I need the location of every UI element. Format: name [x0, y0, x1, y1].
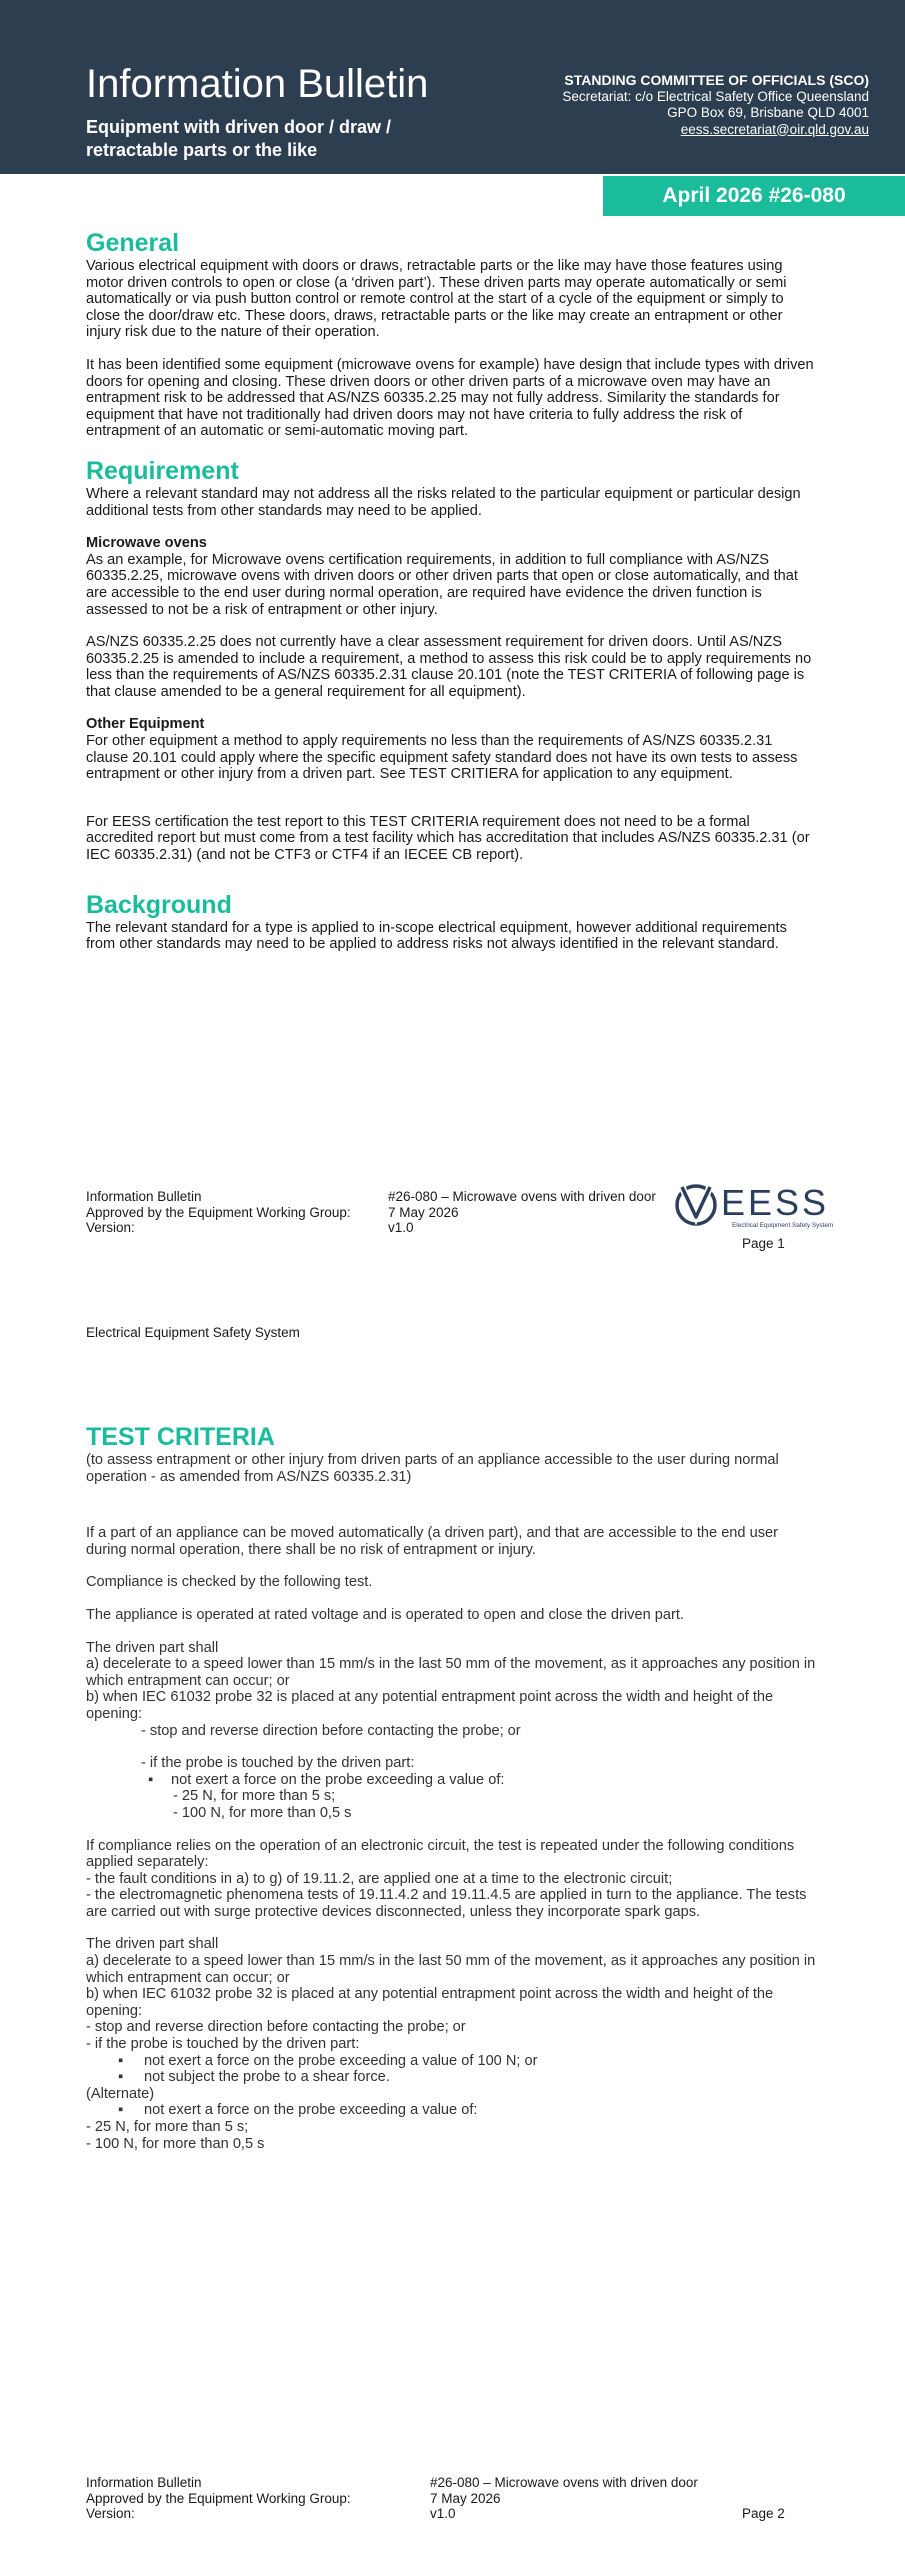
clause-line: The driven part shall — [86, 1936, 219, 1953]
secretariat-line: Secretariat: c/o Electrical Safety Office Queensland — [562, 88, 869, 104]
page1-body — [86, 228, 818, 969]
clause-line: - if the probe is touched by the driven part: — [141, 1755, 415, 1772]
footer-value-bulletin: #26-080 – Microwave ovens with driven door — [388, 1189, 656, 1204]
clause-line: - stop and reverse direction before contacting the probe; or — [86, 2019, 466, 2036]
footer-value-date: 7 May 2026 — [430, 2490, 501, 2506]
section-heading-general: General — [86, 229, 180, 257]
clause-line: (Alternate) — [86, 2085, 155, 2102]
committee-contact — [562, 72, 869, 138]
clause-line: - 25 N, for more than 5 s; — [173, 1788, 336, 1805]
footer-value-version: v1.0 — [388, 1220, 414, 1235]
footer-value-date: 7 May 2026 — [388, 1204, 459, 1220]
clause-line: - 100 N, for more than 0,5 s — [86, 2135, 265, 2152]
page-number-2: Page 2 — [742, 2506, 785, 2521]
page-title: Information Bulletin — [86, 62, 429, 106]
section-heading-background: Background — [86, 890, 232, 919]
bullet-item: ▪ not exert a force on the probe exceeding a value of 100 N; or — [86, 2053, 818, 2070]
eess-certification-paragraph: For EESS certification the test report to this TEST CRITERIA requirement does not need to be a formal accredited report but must come from a test facility which has accreditation that includes AS/NZS 60335.2.31 (or IEC 60335.2.31) (and not be CTF3 or CTF4 if an IECEE CB report). — [86, 813, 810, 864]
footer-value-version: v1.0 — [430, 2506, 456, 2521]
test-criteria-heading: TEST CRITERIA — [86, 1423, 275, 1451]
general-paragraph-2: It has been identified some equipment (microwave ovens for example) have design that include types with driven doors for opening and closing. These driven doors or other driven parts of a microwave oven may have an entrapment risk to be addressed that AS/NZS 60335.2.25 may not fully address. Similarity the standards for equipment that have not traditionally had driven doors may not have criteria to fully address the risk of entrapment of an automatic or semi-automatic moving part. — [86, 356, 814, 440]
clause-line: - the fault conditions in a) to g) of 19.11.2, are applied one at a time to the electronic circuit; — [86, 1870, 673, 1887]
footer-label-version: Version: — [86, 1220, 135, 1235]
footer-label-approved: Approved by the Equipment Working Group: — [86, 1204, 351, 1220]
clause-line: - stop and reverse direction before contacting the probe; or — [141, 1722, 521, 1739]
page-number-1: Page 1 — [742, 1236, 785, 1251]
bullet-item: ▪ not exert a force on the probe exceeding a value of: — [86, 2102, 818, 2119]
tc-paragraph-3: The appliance is operated at rated voltage and is operated to open and close the driven part. — [86, 1606, 684, 1623]
requirement-paragraph: Where a relevant standard may not address all the risks related to the particular equipment or particular design additional tests from other standards may need to be applied. — [86, 485, 801, 519]
microwave-subheading: Microwave ovens — [86, 535, 207, 552]
bullet-item: ▪ not exert a force on the probe exceeding a value of: — [86, 1772, 818, 1789]
bullet-item: ▪ not subject the probe to a shear force. — [86, 2069, 818, 2086]
footer-label-approved: Approved by the Equipment Working Group: — [86, 2490, 351, 2506]
clause-line: The driven part shall — [86, 1639, 219, 1656]
committee-name: STANDING COMMITTEE OF OFFICIALS (SCO) — [564, 72, 869, 88]
clause-line: - if the probe is touched by the driven part: — [86, 2036, 360, 2053]
running-head: Electrical Equipment Safety System — [86, 1325, 300, 1340]
email-link[interactable]: eess.secretariat@oir.qld.gov.au — [680, 121, 869, 137]
test-criteria-body — [86, 1452, 818, 2152]
logo-tagline: Electrical Equipment Safety System — [732, 1222, 834, 1229]
clause-line: If compliance relies on the operation of an electronic circuit, the test is repeated under the following conditions applied separately: — [86, 1837, 795, 1871]
clause-line: a) decelerate to a speed lower than 15 mm/s in the last 50 mm of the movement, as it approaches any position in which entrapment can occur; or — [86, 1953, 816, 1986]
clause-line: b) when IEC 61032 probe 32 is placed at any potential entrapment point across the width and height of the opening: — [86, 1689, 774, 1722]
footer-page1 — [86, 1189, 686, 1239]
footer-label-version: Version: — [86, 2506, 135, 2521]
clause-line: - 100 N, for more than 0,5 s — [173, 1804, 352, 1821]
other-equipment-paragraph: For other equipment a method to apply requirements no less than the requirements of AS/NZS 60335.2.31 clause 20.101 could apply where the specific equipment safety standard does not have its own tests to assess entrapment or other injury from a driven part. See TEST CRITIERA for application to any equipment. — [86, 733, 798, 783]
general-paragraph-1: Various electrical equipment with doors or draws, retractable parts or the like may have those features using motor driven controls to open or close (a ‘driven part’). These driven parts may operate automatically or semi automatically or via push button control or remote control at the start of a cycle of the equipment or simply to close the door/draw etc. These doors, draws, retractable parts or the like may create an entrapment or other injury risk due to the nature of their operation. — [86, 258, 787, 341]
page-subtitle: Equipment with driven door / draw / retractable parts or the like — [86, 117, 392, 160]
address-line: GPO Box 69, Brisbane QLD 4001 — [667, 105, 869, 120]
footer-label-bulletin: Information Bulletin — [86, 1189, 202, 1204]
microwave-paragraph-1: As an example, for Microwave ovens certification requirements, in addition to full compliance with AS/NZS 60335.2.25, microwave ovens with driven doors or other driven parts that open or close automatically, and that are accessible to the end user during normal operation, are required have evidence the driven function is assessed to not be a risk of entrapment or other injury. — [86, 551, 798, 618]
footer-label-bulletin: Information Bulletin — [86, 2475, 202, 2490]
tc-paragraph-2: Compliance is checked by the following test. — [86, 1574, 373, 1591]
background-paragraph: The relevant standard for a type is applied to in-scope electrical equipment, however additional requirements from other standards may need to be applied to address risks not always identified in the relevant standard. — [86, 919, 787, 953]
eess-logo — [674, 1181, 858, 1229]
clause-line: - the electromagnetic phenomena tests of 19.11.4.2 and 19.11.4.5 are applied in turn to the appliance. The tests are carried out with surge protective devices disconnected, unless they incorporate spark gaps. — [86, 1887, 807, 1920]
clause-line: b) when IEC 61032 probe 32 is placed at any potential entrapment point across the width and height of the opening: — [86, 1986, 774, 2019]
other-equipment-subheading: Other Equipment — [86, 716, 205, 733]
clause-line: - 25 N, for more than 5 s; — [86, 2119, 249, 2135]
footer-value-bulletin: #26-080 – Microwave ovens with driven door — [430, 2475, 698, 2490]
clause-line: a) decelerate to a speed lower than 15 mm/s in the last 50 mm of the movement, as it approaches any position in which entrapment can occur; or — [86, 1656, 816, 1689]
tc-paragraph-1: If a part of an appliance can be moved automatically (a driven part), and that are accessible to the end user during normal operation, there shall be no risk of entrapment or injury. — [86, 1525, 778, 1558]
microwave-paragraph-2: AS/NZS 60335.2.25 does not currently have a clear assessment requirement for driven doors. Until AS/NZS 60335.2.25 is amended to include a requirement, a method to assess this risk could be to apply requirements no less than the requirements of AS/NZS 60335.2.31 clause 20.101 (note the TEST CRITERIA of following page is that clause amended to be a general requirement for all equipment). — [86, 634, 812, 700]
test-criteria-intro: (to assess entrapment or other injury from driven parts of an appliance accessible to the user during normal operation - as amended from AS/NZS 60335.2.31) — [86, 1452, 779, 1485]
section-heading-requirement: Requirement — [86, 456, 239, 485]
footer-page2 — [86, 2475, 786, 2525]
logo-wordmark: EESS — [721, 1182, 830, 1223]
issue-badge: April 2026 #26-080 — [603, 176, 905, 216]
